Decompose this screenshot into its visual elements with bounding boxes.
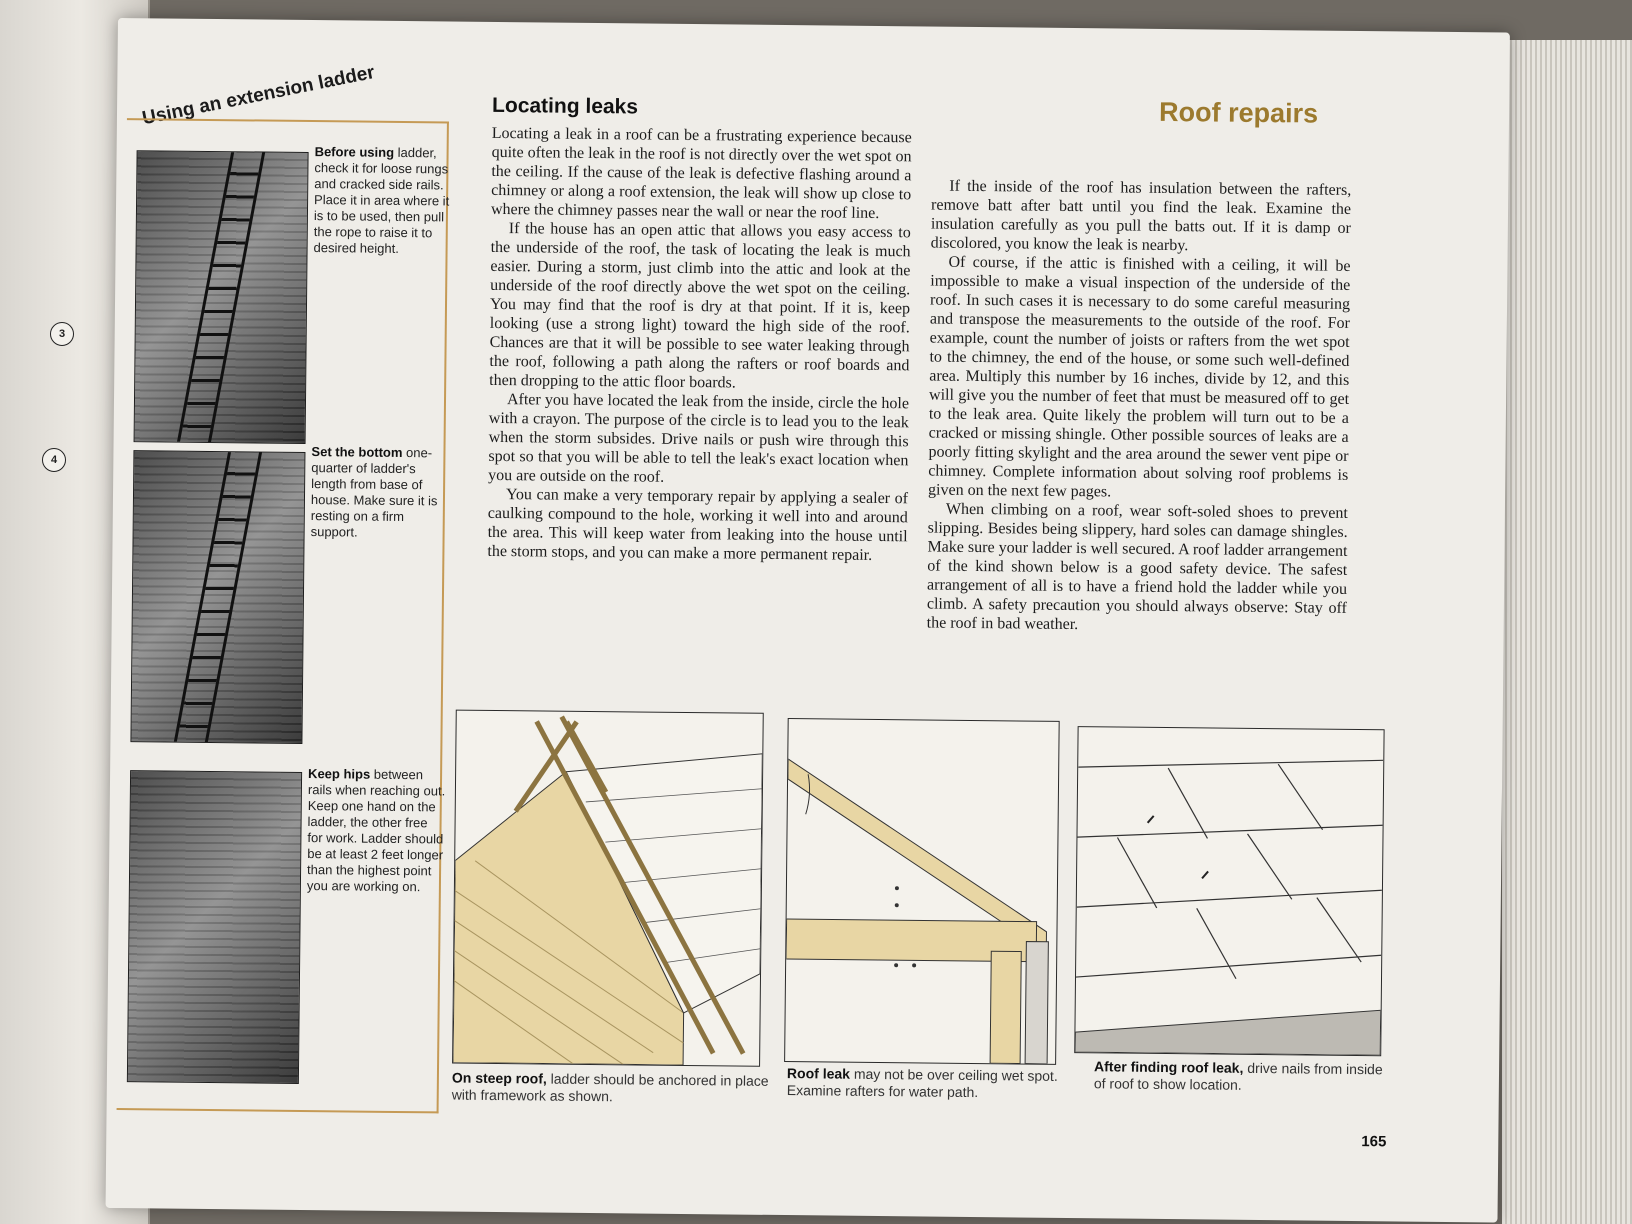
text-column-2 (927, 177, 1352, 637)
photo-ladder-base (130, 450, 305, 744)
photo-man-on-ladder (127, 770, 302, 1084)
page-edges (1502, 40, 1632, 1224)
sidebar-caption-1 (314, 144, 453, 257)
figure-caption-2 (787, 1065, 1077, 1102)
caption-lead: Keep hips (308, 766, 371, 782)
paragraph: If the inside of the roof has insulation between the rafters, remove batt after batt until you find the leak. Examine the insulation carefully as you pull the batts out. If it is damp or discolored, you know the leak is nearby. (930, 177, 1352, 255)
photo-extended-ladder (134, 150, 309, 444)
paragraph: Locating a leak in a roof can be a frustrating experience because quite often the leak in the roof is not directly over the wet spot on the ceiling. If the cause of the leak is defective flashing around a chimney or along a roof extension, the leak will show up close to where the chimney passes near the wall or near the roof line. (490, 124, 912, 222)
sidebar-caption-3 (307, 766, 446, 895)
paragraph: You can make a very temporary repair by applying a sealer of caulking compound to the hole, working it well into and around the area. This will keep water from leaking into the house until the storm stops, and you can make a more permanent repair. (487, 486, 909, 564)
caption-text: between rails when reaching out. Keep one hand on the ladder, the other free for work. Ladder should be at least 2 feet longer than the highest point you are working on. (306, 766, 446, 895)
figure-caption-1 (452, 1070, 772, 1107)
figure-roof-shingles-nails (1074, 726, 1384, 1056)
text-column-1 (487, 124, 912, 565)
callout-3: 3 (50, 322, 74, 346)
paragraph: When climbing on a roof, wear soft-soled shoes to prevent slipping. Besides being slippery, hard soles can damage shingles. Make sure your ladder is well secured. A roof ladder arrangement of the kind shown below is a good safety device. The safest arrangement of all is to have a friend hold the ladder while you climb. A safety precaution you should always observe: Stay off the roof in bad weather. (926, 500, 1348, 634)
sidebar-caption-2 (311, 444, 450, 541)
paragraph: If the house has an open attic that allows you easy access to the underside of the roof, the task of locating the leak is much easier. During a storm, just climb into the attic and look at the underside of the roof directly above the wet spot on the ceiling. You may find that the roof is dry at that point. If it is, keep looking (use a strong light) toward the high side of the roof. Chances are that it will be possible to see water leaking through the roof, following a path along the rafters or roof boards and then dropping to the attic floor boards. (489, 220, 911, 392)
callout-4: 4 (42, 448, 66, 472)
caption-text: one-quarter of ladder's length from base of house. Make sure it is resting on a firm support. (310, 445, 438, 540)
caption-text: may not be over ceiling wet spot. Examine rafters for water path. (786, 1065, 1058, 1101)
figure-steep-roof-ladder (452, 710, 764, 1067)
sidebar-box (117, 118, 449, 1113)
caption-text: drive nails from inside of roof to show location. (1093, 1059, 1383, 1093)
caption-lead: After finding roof leak, (1093, 1058, 1244, 1076)
caption-text: ladder, check it for loose rungs and cracked side rails. Place it in area where it is to be used, then pull the rope to raise it to desired height. (313, 144, 450, 256)
caption-lead: On steep roof, (451, 1069, 547, 1087)
caption-lead: Roof leak (786, 1065, 851, 1082)
right-page (106, 18, 1510, 1223)
section-heading: Locating leaks (491, 93, 639, 119)
figure-caption-3 (1094, 1058, 1394, 1095)
caption-lead: Before using (314, 144, 395, 160)
paragraph: After you have located the leak from the inside, circle the hole with a crayon. The purpose of the circle is to lead you to the leak when the storm subsides. Drive nails or push wire through this spot so that you will be able to tell the leak's exact location when you are outside on the roof. (488, 391, 910, 486)
caption-lead: Set the bottom (311, 444, 403, 461)
paragraph: Of course, if the attic is finished with a ceiling, it will be impossible to make a visual inspection of the underside of the roof. In such cases it is necessary to do some careful measuring and transpose the measurements to the outside of the roof. For example, count the number of joists or rafters from the wet spot to the chimney, the end of the house, or some such well-defined area. Multiply this number by 16 inches, divide by 12, and this will give you the number of feet that must be measured off to get to the leak area. Quite likely the problem will turn out to be a cracked or missing shingle. Other possible sources of leaks are a poorly fitting skylight and the area around the sewer vent pipe or chimney. Complete information about solving roof problems is given on the next few pages. (928, 253, 1351, 501)
sidebar-title: Using an extension ladder (140, 61, 377, 130)
caption-text: ladder should be anchored in place with framework as shown. (451, 1070, 769, 1105)
page-title: Roof repairs (1158, 96, 1319, 129)
figure-roof-leak-rafters (784, 718, 1060, 1065)
page-number: 165 (1361, 1133, 1387, 1151)
